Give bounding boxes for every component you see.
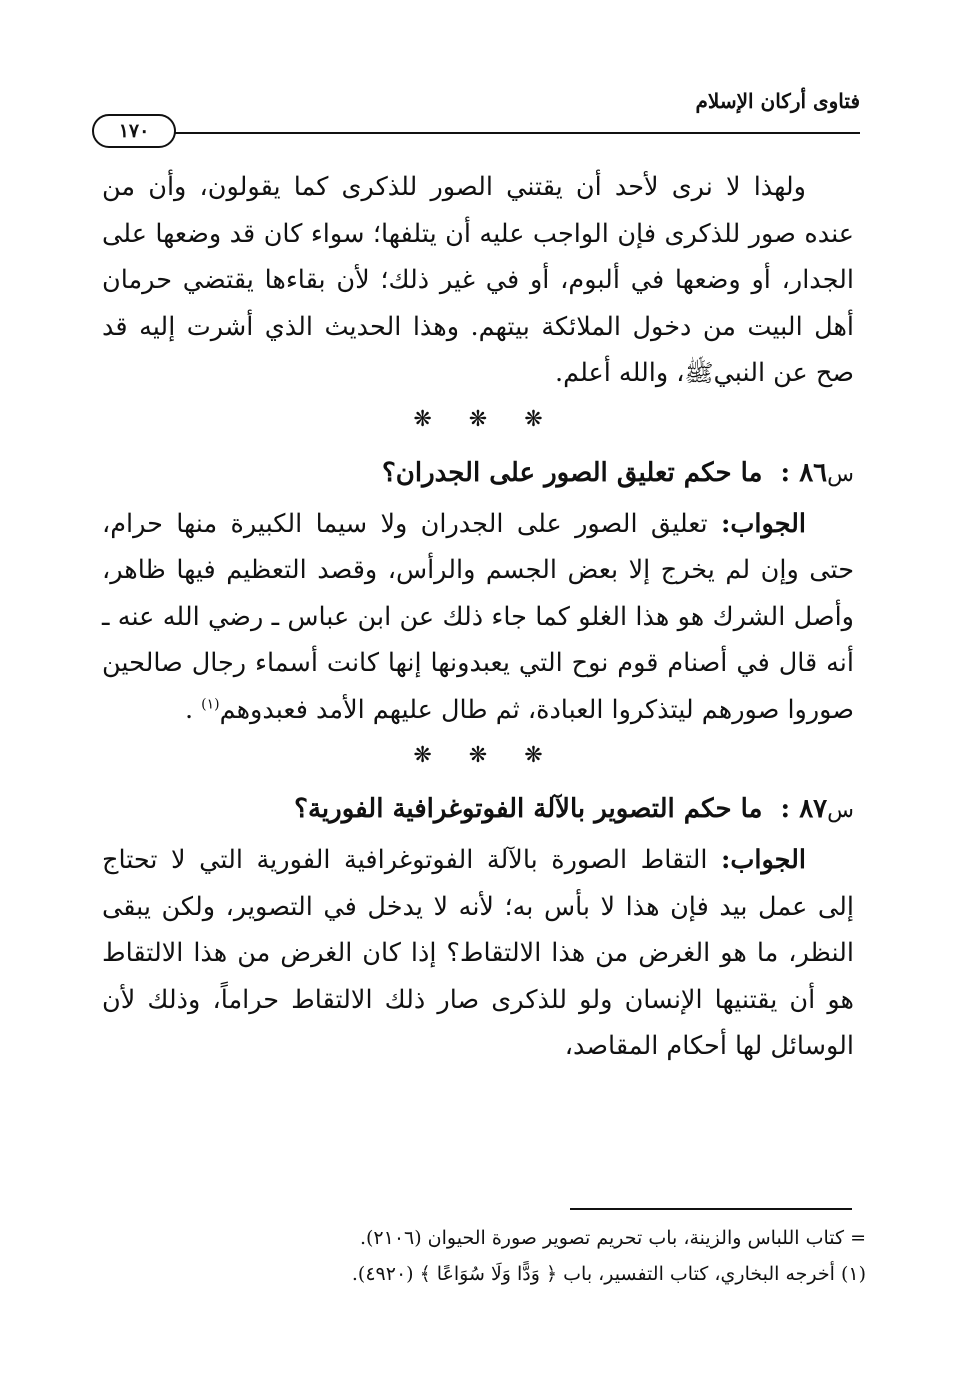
intro-paragraph <box>102 164 854 397</box>
footnote-reference: (١) <box>201 696 220 712</box>
answer-87 <box>102 837 854 1070</box>
answer-text: التقاط الصورة بالآلة الفوتوغرافية الفورية التي لا تحتاج إلى عمل بيد فإن هذا لا بأس به؛ لأنه لا يدخل في التصوير، ولكن يبقى النظر، ما هو الغرض من هذا الالتقاط؟ إذا كان الغرض من هذا الالتقاط هو أن يقتنيها الإنسان ولو للذكرى صار ذلك الالتقاط حراماً، وذلك لأن الوسائل لها أحكام المقاصد، <box>102 845 854 1061</box>
book-title: فتاوى أركان الإسلام <box>695 89 860 113</box>
answer-86 <box>102 501 854 734</box>
footnote-continuation: = كتاب اللباس والزينة، باب تحريم تصوير صورة الحيوان (٢١٠٦). <box>359 1227 866 1249</box>
question-text: ما حكم تعليق الصور على الجدران؟ <box>381 457 763 488</box>
section-separator: ❋ ❋ ❋ <box>413 743 543 768</box>
question-text: ما حكم التصوير بالآلة الفوتوغرافية الفورية؟ <box>294 794 763 824</box>
header-rule <box>172 132 860 134</box>
section-separator: ❋ ❋ ❋ <box>413 406 543 432</box>
page-body <box>102 164 854 1070</box>
salawat-symbol: ﷺ <box>684 359 714 387</box>
question-number: ٨٧ : <box>780 794 828 824</box>
question-prefix: س <box>827 461 854 487</box>
answer-end: . <box>184 694 202 725</box>
question-number: ٨٦ : <box>780 457 828 488</box>
intro-closing: ، والله أعلم. <box>555 358 685 388</box>
answer-text: تعليق الصور على الجدران ولا سيما الكبيرة منها حرام، حتى وإن لم يخرج إلا بعض الجسم والرأس، وقصد التعظيم فيها ظاهر، وأصل الشرك هو هذا الغلو كما جاء ذلك عن ابن عباس ـ رضي الله عنه ـ أنه قال في أصنام قوم نوح التي يعبدونها إنها كانت أسماء رجال صالحين صوروا صورهم ليتذكروا العبادة، ثم طال عليهم الأمد فعبدوهم <box>102 508 854 725</box>
question-86 <box>102 449 854 499</box>
question-prefix: س <box>827 798 854 823</box>
footnote-rule <box>570 1208 852 1210</box>
footnote-1: (١) أخرجه البخاري، كتاب التفسير، باب ﴿ وَدًّا وَلَا سُوَاعًا ﴾ (٤٩٢٠). <box>351 1263 866 1285</box>
page-number-badge: ١٧٠ <box>92 114 176 148</box>
footnotes <box>96 1220 866 1292</box>
intro-text: ولهذا لا نرى لأحد أن يقتني الصور للذكرى كما يقولون، وأن من عنده صور للذكرى فإن الواجب عليه أن يتلفها؛ سواء كان قد وضعها على الجدار، أو وضعها في ألبوم، أو في غير ذلك؛ لأن بقاءها يقتضي حرمان أهل البيت من دخول الملائكة بيتهم. وهذا الحديث الذي أشرت إليه قد صح عن النبي <box>102 172 854 388</box>
answer-label: الجواب: <box>721 508 807 539</box>
page-header <box>92 84 860 154</box>
question-87 <box>102 785 854 835</box>
answer-label: الجواب: <box>721 845 806 875</box>
